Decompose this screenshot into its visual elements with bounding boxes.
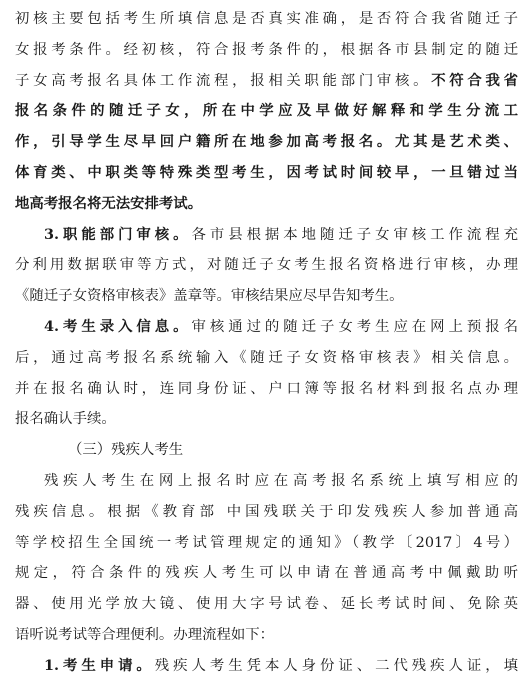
text-line bbox=[15, 281, 518, 312]
text-line bbox=[15, 66, 518, 97]
text-segment: 审核通过的随迁子女考生应在网上预报名 bbox=[191, 318, 518, 335]
text-segment: 《随迁子女资格审核表》盖章等。审核结果应尽早告知考生。 bbox=[15, 288, 404, 305]
text-line bbox=[15, 651, 518, 682]
text-segment: 后，通过高考报名系统输入《随迁子女资格审核表》相关信息。 bbox=[15, 349, 518, 366]
text-segment: 报名确认手续。 bbox=[15, 411, 116, 428]
text-segment: 器、使用光学放大镜、使用大字号试卷、延长考试时间、免除英 bbox=[15, 596, 518, 613]
text-line bbox=[15, 620, 518, 651]
text-segment: 并在报名确认时，连同身份证、户口簿等报名材料到报名点办理 bbox=[15, 380, 518, 397]
text-line bbox=[15, 497, 518, 528]
text-segment: 规定，符合条件的残疾人考生可以申请在普通高考中佩戴助听 bbox=[15, 565, 518, 582]
text-segment: 等学校招生全国统一考试管理规定的通知》（教学〔2017〕4号） bbox=[15, 534, 518, 551]
bold-text-segment: 报名条件的随迁子女，所在中学应及早做好解释和学生分流工 bbox=[15, 102, 518, 120]
section-heading-text: （三）残疾人考生 bbox=[68, 442, 184, 459]
step-heading: 4.考生录入信息。 bbox=[44, 317, 192, 335]
section-heading bbox=[15, 435, 518, 466]
text-segment: 初核主要包括考生所填信息是否真实准确，是否符合我省随迁子 bbox=[15, 11, 518, 27]
text-segment: 各市县根据本地随迁子女审核工作流程充 bbox=[191, 226, 518, 243]
text-line bbox=[15, 404, 518, 435]
text-segment: 语听说考试等合理便利。办理流程如下： bbox=[15, 626, 275, 643]
step-heading: 1.考生申请。 bbox=[44, 656, 155, 674]
text-line bbox=[15, 35, 518, 66]
text-line bbox=[15, 558, 518, 589]
text-line bbox=[15, 4, 518, 35]
bold-text-segment: 体育类、中职类等特殊类型考生，因考试时间较早，一旦错过当 bbox=[15, 163, 518, 181]
text-segment: 残疾人考生凭本人身份证、二代残疾人证，填 bbox=[154, 657, 518, 674]
text-segment: 子女高考报名具体工作流程，报相关职能部门审核。 bbox=[15, 72, 432, 89]
text-segment: 残疾信息。根据《教育部 中国残联关于印发残疾人参加普通高 bbox=[15, 503, 518, 520]
document-page bbox=[15, 4, 518, 682]
bold-text-segment: 地高考报名将无法安排考试。 bbox=[15, 194, 203, 212]
text-line bbox=[15, 312, 518, 343]
text-line bbox=[15, 220, 518, 251]
text-segment: 女报考条件。经初核，符合报考条件的，根据各市县制定的随迁 bbox=[15, 41, 518, 58]
text-line bbox=[15, 96, 518, 127]
bold-text-segment: 作，引导学生尽早回户籍所在地参加高考报名。尤其是艺术类、 bbox=[15, 133, 518, 151]
text-line bbox=[15, 589, 518, 620]
text-line bbox=[15, 528, 518, 559]
text-segment: 残疾人考生在网上报名时应在高考报名系统上填写相应的 bbox=[44, 472, 518, 489]
text-segment: 分利用数据联审等方式，对随迁子女考生报名资格进行审核，办理 bbox=[15, 257, 518, 274]
bold-text-segment: 不符合我省 bbox=[431, 71, 518, 89]
text-line bbox=[15, 127, 518, 158]
text-line bbox=[15, 374, 518, 405]
text-line bbox=[15, 250, 518, 281]
text-line bbox=[15, 343, 518, 374]
text-line bbox=[15, 158, 518, 189]
text-line bbox=[15, 466, 518, 497]
text-line bbox=[15, 189, 518, 220]
step-heading: 3.职能部门审核。 bbox=[44, 225, 192, 243]
